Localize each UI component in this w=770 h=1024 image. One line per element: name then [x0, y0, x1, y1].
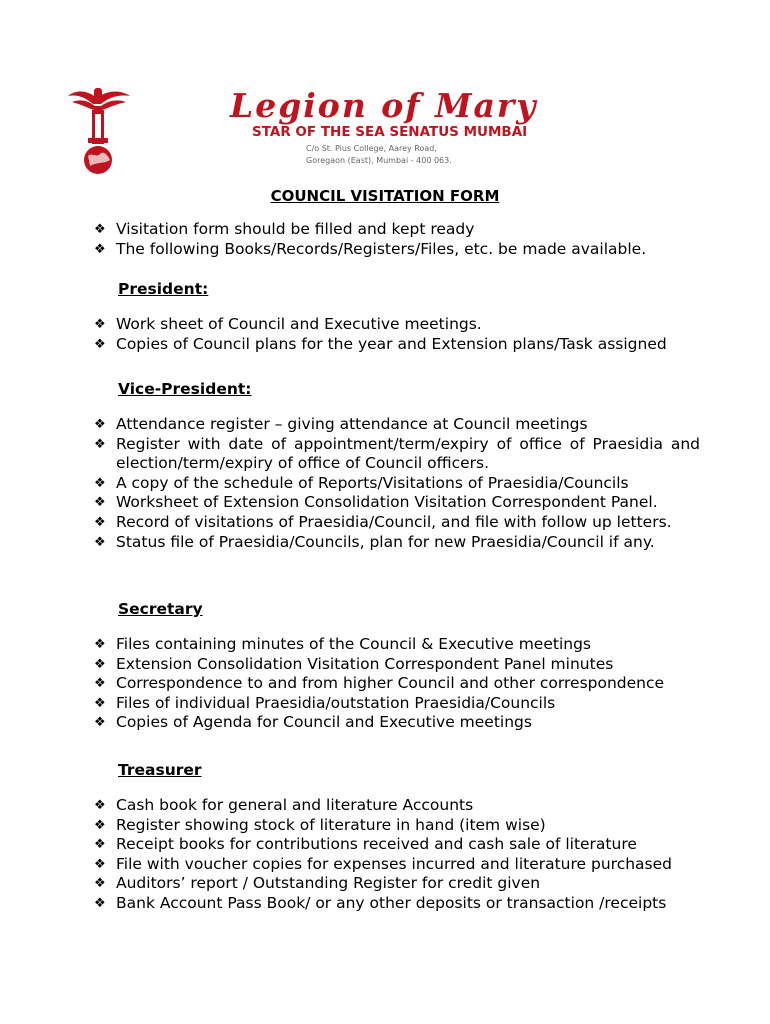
- item-text: Auditors’ report / Outstanding Register for credit given: [116, 874, 541, 893]
- bullet-icon: ❖: [94, 336, 106, 352]
- item-text: Register with date of appointment/term/expiry of office of Praesidia and election/term/expiry of office of Council officers.: [116, 434, 700, 473]
- list-item: [94, 635, 700, 655]
- bullet-icon: ❖: [94, 798, 106, 813]
- bullet-icon: ❖: [94, 495, 106, 511]
- letterhead: [66, 82, 608, 176]
- bullet-icon: ❖: [94, 317, 106, 332]
- list-item: [94, 855, 700, 875]
- bullet-icon: ❖: [94, 475, 106, 491]
- item-text: Files containing minutes of the Council & Executive meetings: [116, 635, 591, 653]
- section-heading-secretary: Secretary: [118, 600, 203, 618]
- bullet-icon: ❖: [94, 637, 106, 652]
- legion-emblem-icon: [66, 82, 132, 176]
- list-item: [94, 240, 700, 260]
- list-item: [94, 694, 700, 714]
- item-text: Extension Consolidation Visitation Correspondent Panel minutes: [116, 654, 614, 673]
- item-text: File with voucher copies for expenses incurred and literature purchased: [116, 854, 672, 873]
- bullet-icon: ❖: [94, 876, 106, 892]
- item-text: Worksheet of Extension Consolidation Visitation Correspondent Panel.: [116, 493, 658, 512]
- organization-name: Legion of Mary: [230, 86, 538, 125]
- list-item: [94, 874, 700, 894]
- bullet-icon: ❖: [94, 514, 106, 530]
- list-item: [94, 894, 700, 914]
- bullet-icon: ❖: [94, 837, 106, 853]
- list-item: [94, 674, 700, 694]
- item-text: Attendance register – giving attendance at Council meetings: [116, 415, 588, 433]
- list-item: [94, 533, 700, 553]
- bullet-icon: ❖: [94, 715, 106, 731]
- bullet-icon: ❖: [94, 895, 106, 911]
- item-text: Visitation form should be filled and kept ready: [116, 220, 475, 238]
- list-item: [94, 435, 700, 474]
- item-text: Record of visitations of Praesidia/Council, and file with follow up letters.: [116, 512, 672, 531]
- list-item: [94, 835, 700, 855]
- bullet-icon: ❖: [94, 534, 106, 550]
- item-text: Status file of Praesidia/Councils, plan for new Praesidia/Council if any.: [116, 532, 655, 551]
- address-line-2: Goregaon (East), Mumbai - 400 063.: [306, 156, 452, 165]
- intro-list: [94, 220, 700, 259]
- bullet-icon: ❖: [94, 241, 106, 257]
- bullet-icon: ❖: [94, 436, 106, 452]
- item-text: Bank Account Pass Book/ or any other deposits or transaction /receipts: [116, 893, 667, 912]
- list-item: [94, 493, 700, 513]
- president-list: [94, 315, 700, 354]
- list-item: [94, 655, 700, 675]
- bullet-icon: ❖: [94, 856, 106, 872]
- item-text: Cash book for general and literature Accounts: [116, 796, 474, 814]
- section-heading-president: President:: [118, 280, 209, 298]
- vice-president-list: [94, 415, 700, 552]
- list-item: [94, 474, 700, 494]
- list-item: [94, 415, 700, 435]
- list-item: [94, 713, 700, 733]
- list-item: [94, 335, 700, 355]
- item-text: Work sheet of Council and Executive meetings.: [116, 315, 482, 333]
- bullet-icon: ❖: [94, 656, 106, 672]
- section-heading-vice-president: Vice-President:: [118, 380, 252, 398]
- bullet-icon: ❖: [94, 695, 106, 711]
- bullet-icon: ❖: [94, 817, 106, 833]
- address-line-1: C/o St. Pius College, Aarey Road,: [306, 144, 437, 153]
- section-heading-treasurer: Treasurer: [118, 761, 202, 779]
- item-text: Files of individual Praesidia/outstation Praesidia/Councils: [116, 693, 556, 712]
- bullet-icon: ❖: [94, 222, 106, 237]
- senatus-name: STAR OF THE SEA SENATUS MUMBAI: [252, 124, 528, 140]
- bullet-icon: ❖: [94, 417, 106, 432]
- bullet-icon: ❖: [94, 676, 106, 692]
- item-text: Register showing stock of literature in hand (item wise): [116, 815, 546, 834]
- item-text: Copies of Agenda for Council and Executive meetings: [116, 713, 532, 732]
- item-text: A copy of the schedule of Reports/Visitations of Praesidia/Councils: [116, 473, 629, 492]
- treasurer-list: [94, 796, 700, 914]
- item-text: The following Books/Records/Registers/Files, etc. be made available.: [116, 239, 647, 258]
- list-item: [94, 513, 700, 533]
- list-item: [94, 796, 700, 816]
- list-item: [94, 315, 700, 335]
- list-item: [94, 816, 700, 836]
- item-text: Receipt books for contributions received and cash sale of literature: [116, 835, 637, 854]
- secretary-list: [94, 635, 700, 733]
- form-title: COUNCIL VISITATION FORM: [270, 187, 500, 205]
- item-text: Copies of Council plans for the year and Extension plans/Task assigned: [116, 334, 667, 353]
- item-text: Correspondence to and from higher Council and other correspondence: [116, 674, 665, 693]
- list-item: [94, 220, 700, 240]
